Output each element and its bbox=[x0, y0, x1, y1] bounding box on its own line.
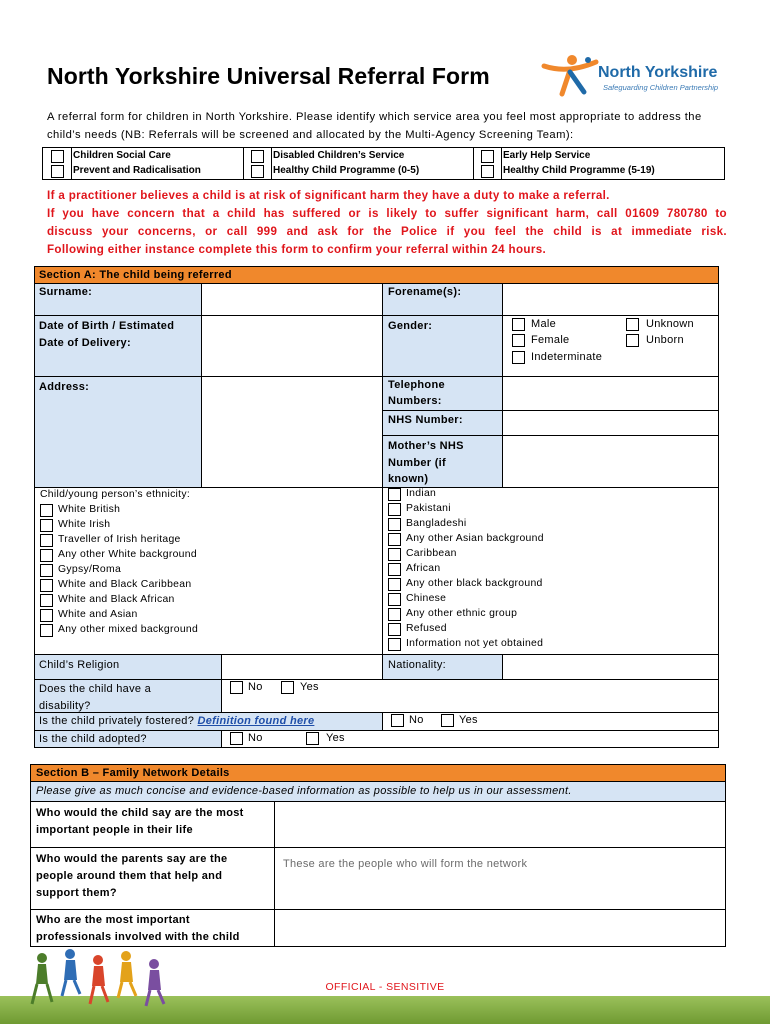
address-label: Address: bbox=[39, 381, 90, 393]
form-title: North Yorkshire Universal Referral Form bbox=[47, 63, 490, 89]
disability-no-label: No bbox=[248, 681, 263, 693]
warning-line-3: discuss your concerns, or call 999 and ask for the Police if you feel the child is at immediate risk. bbox=[47, 225, 727, 238]
gender-unknown-label: Unknown bbox=[646, 318, 694, 330]
nhs-label-cell bbox=[382, 410, 503, 436]
ethnicity-right-cell bbox=[382, 487, 719, 655]
service-label-hcp-5-19: Healthy Child Programme (5-19) bbox=[503, 165, 655, 176]
religion-label-cell bbox=[34, 654, 222, 680]
section-a-title: Section A: The child being referred bbox=[39, 269, 232, 281]
q2-placeholder: These are the people who will form the network bbox=[283, 858, 528, 870]
ethnicity-checkbox[interactable] bbox=[40, 549, 53, 562]
ethnicity-option: Refused bbox=[406, 623, 447, 634]
nhs-label: NHS Number: bbox=[388, 414, 463, 426]
ethnicity-checkbox[interactable] bbox=[40, 594, 53, 607]
dob-input[interactable] bbox=[201, 315, 383, 377]
official-sensitive-marking: OFFICIAL - SENSITIVE bbox=[325, 981, 445, 993]
ethnicity-checkbox[interactable] bbox=[388, 533, 401, 546]
section-b-header bbox=[30, 764, 726, 782]
fostered-yes-label: Yes bbox=[459, 714, 478, 726]
ethnicity-checkbox[interactable] bbox=[388, 503, 401, 516]
gender-label-cell bbox=[382, 315, 503, 377]
section-b-instructions: Please give as much concise and evidence-based information as possible to help us in our assessment. bbox=[36, 785, 572, 797]
ethnicity-option: White British bbox=[58, 504, 121, 515]
ethnicity-option: White and Black Caribbean bbox=[58, 579, 192, 590]
address-label-cell bbox=[34, 376, 202, 488]
q1-label: Who would the child say are the most important people in their life bbox=[36, 807, 244, 836]
ethnicity-option: Any other black background bbox=[406, 578, 543, 589]
ethnicity-label: Child/young person’s ethnicity: bbox=[40, 489, 191, 500]
mother-nhs-label-cell bbox=[382, 435, 503, 488]
service-checkbox-disabled-children[interactable] bbox=[251, 150, 264, 163]
ethnicity-checkbox[interactable] bbox=[40, 579, 53, 592]
gender-options-cell bbox=[502, 315, 719, 377]
gender-indeterminate-checkbox[interactable] bbox=[512, 351, 525, 364]
fostered-label-cell bbox=[34, 712, 383, 731]
mother-nhs-input[interactable] bbox=[502, 435, 719, 488]
fostered-options-cell bbox=[382, 712, 719, 731]
service-checkbox-hcp-0-5[interactable] bbox=[251, 165, 264, 178]
ethnicity-option: African bbox=[406, 563, 441, 574]
ethnicity-checkbox[interactable] bbox=[388, 623, 401, 636]
q3-input[interactable] bbox=[274, 909, 726, 947]
service-label-early-help: Early Help Service bbox=[503, 150, 591, 161]
ethnicity-option: Traveller of Irish heritage bbox=[58, 534, 181, 545]
service-label-hcp-0-5: Healthy Child Programme (0-5) bbox=[273, 165, 420, 176]
religion-input[interactable] bbox=[221, 654, 383, 680]
children-jumping-image bbox=[28, 944, 173, 1014]
surname-input[interactable] bbox=[201, 283, 383, 316]
q3-label: Who are the most important professionals involved with the child bbox=[36, 914, 240, 943]
adopted-label: Is the child adopted? bbox=[39, 733, 147, 745]
ethnicity-option: Any other White background bbox=[58, 549, 197, 560]
nationality-label: Nationality: bbox=[388, 659, 447, 671]
service-label-disabled-children: Disabled Children’s Service bbox=[273, 150, 405, 161]
dob-label-cell bbox=[34, 315, 202, 377]
q1-input[interactable] bbox=[274, 801, 726, 848]
fostered-definition-link[interactable]: Definition found here bbox=[197, 715, 315, 727]
ethnicity-option: White and Black African bbox=[58, 594, 175, 605]
ethnicity-option: Any other mixed background bbox=[58, 624, 199, 635]
gender-unknown-checkbox[interactable] bbox=[626, 318, 639, 331]
ethnicity-option: Bangladeshi bbox=[406, 518, 467, 529]
gender-label: Gender: bbox=[388, 320, 433, 332]
religion-label: Child’s Religion bbox=[39, 659, 120, 671]
forenames-input[interactable] bbox=[502, 283, 719, 316]
adopted-yes-checkbox[interactable] bbox=[306, 732, 319, 745]
adopted-options-cell bbox=[221, 730, 719, 748]
ethnicity-checkbox[interactable] bbox=[388, 608, 401, 621]
gender-indeterminate-label: Indeterminate bbox=[531, 351, 603, 363]
ethnicity-checkbox[interactable] bbox=[388, 548, 401, 561]
service-checkbox-children-social-care[interactable] bbox=[51, 150, 64, 163]
mother-nhs-label: Mother’s NHS Number (if known) bbox=[388, 440, 464, 485]
nationality-input[interactable] bbox=[502, 654, 719, 680]
warning-line-1: If a practitioner believes a child is at risk of significant harm they have a duty to make a referral. bbox=[47, 189, 610, 202]
service-checkbox-hcp-5-19[interactable] bbox=[481, 165, 494, 178]
disability-label: Does the child have a disability? bbox=[39, 683, 152, 712]
gender-male-checkbox[interactable] bbox=[512, 318, 525, 331]
nationality-label-cell bbox=[382, 654, 503, 680]
ethnicity-option: Chinese bbox=[406, 593, 447, 604]
logo-tagline: Safeguarding Children Partnership bbox=[603, 83, 719, 92]
gender-unborn-label: Unborn bbox=[646, 334, 684, 346]
warning-line-2: If you have concern that a child has suffered or is likely to suffer significant harm, call 01609 780780 to bbox=[47, 207, 727, 220]
disability-yes-checkbox[interactable] bbox=[281, 681, 294, 694]
ethnicity-checkbox[interactable] bbox=[40, 624, 53, 637]
disability-yes-label: Yes bbox=[300, 681, 319, 693]
fostered-no-label: No bbox=[409, 714, 424, 726]
q2-label: Who would the parents say are the people around them that help and support them? bbox=[36, 853, 228, 899]
adopted-label-cell bbox=[34, 730, 222, 748]
section-a-header bbox=[34, 266, 719, 284]
service-cell-3 bbox=[473, 148, 723, 179]
forenames-label-cell bbox=[382, 283, 503, 316]
disability-options-cell bbox=[221, 679, 719, 713]
ethnicity-option: Pakistani bbox=[406, 503, 451, 514]
ethnicity-checkbox[interactable] bbox=[40, 534, 53, 547]
ethnicity-option: Gypsy/Roma bbox=[58, 564, 122, 575]
telephone-input[interactable] bbox=[502, 376, 719, 411]
address-input[interactable] bbox=[201, 376, 383, 488]
ethnicity-checkbox[interactable] bbox=[40, 519, 53, 532]
surname-label-cell bbox=[34, 283, 202, 316]
adopted-no-checkbox[interactable] bbox=[230, 732, 243, 745]
service-label-prevent: Prevent and Radicalisation bbox=[73, 165, 201, 176]
ethnicity-checkbox[interactable] bbox=[40, 564, 53, 577]
q3-label-cell bbox=[30, 909, 275, 947]
dob-label: Date of Birth / Estimated Date of Delivery: bbox=[39, 320, 175, 349]
intro-text: A referral form for children in North Yorkshire. Please identify which service area you feel most appropriate to address the child’s needs (NB: Referrals will be screened and allocated by the Multi-Agency Screening Team): bbox=[47, 111, 702, 141]
q1-label-cell bbox=[30, 801, 275, 848]
section-b-subheader bbox=[30, 781, 726, 802]
ethnicity-checkbox[interactable] bbox=[388, 578, 401, 591]
q2-input[interactable] bbox=[274, 847, 726, 910]
gender-female-checkbox[interactable] bbox=[512, 334, 525, 347]
ethnicity-option: White and Asian bbox=[58, 609, 138, 620]
service-checkbox-early-help[interactable] bbox=[481, 150, 494, 163]
ethnicity-checkbox[interactable] bbox=[40, 504, 53, 517]
logo-figure-icon bbox=[540, 52, 600, 98]
ethnicity-checkbox[interactable] bbox=[388, 518, 401, 531]
telephone-label: Telephone Numbers: bbox=[388, 379, 445, 407]
logo-name: North Yorkshire bbox=[598, 64, 718, 81]
ethnicity-left-cell bbox=[34, 487, 383, 655]
disability-label-cell bbox=[34, 679, 222, 713]
fostered-yes-checkbox[interactable] bbox=[441, 714, 454, 727]
forenames-label: Forename(s): bbox=[388, 286, 462, 298]
fostered-label: Is the child privately fostered? Definition found here bbox=[39, 715, 315, 727]
service-area-table bbox=[42, 147, 725, 180]
gender-male-label: Male bbox=[531, 318, 557, 330]
section-b-title: Section B – Family Network Details bbox=[36, 767, 230, 779]
ethnicity-option: Caribbean bbox=[406, 548, 457, 559]
disability-no-checkbox[interactable] bbox=[230, 681, 243, 694]
ethnicity-option: Any other Asian background bbox=[406, 533, 544, 544]
north-yorkshire-logo bbox=[540, 52, 730, 100]
warning-line-4: Following either instance complete this form to confirm your referral within 24 hours. bbox=[47, 243, 547, 256]
ethnicity-option: Indian bbox=[406, 488, 437, 499]
service-checkbox-prevent[interactable] bbox=[51, 165, 64, 178]
ethnicity-checkbox[interactable] bbox=[388, 488, 401, 501]
ethnicity-checkbox[interactable] bbox=[40, 609, 53, 622]
telephone-label-cell bbox=[382, 376, 503, 411]
fostered-no-checkbox[interactable] bbox=[391, 714, 404, 727]
ethnicity-checkbox[interactable] bbox=[388, 593, 401, 606]
ethnicity-option: Any other ethnic group bbox=[406, 608, 518, 619]
service-cell-1 bbox=[43, 148, 273, 179]
ethnicity-option: Information not yet obtained bbox=[406, 638, 544, 649]
service-cell-2 bbox=[243, 148, 473, 179]
ethnicity-checkbox[interactable] bbox=[388, 563, 401, 576]
gender-female-label: Female bbox=[531, 334, 570, 346]
warning-text bbox=[47, 187, 727, 259]
ethnicity-option: White Irish bbox=[58, 519, 111, 530]
surname-label: Surname: bbox=[39, 286, 93, 298]
gender-unborn-checkbox[interactable] bbox=[626, 334, 639, 347]
nhs-input[interactable] bbox=[502, 410, 719, 436]
service-label-children-social-care: Children Social Care bbox=[73, 150, 171, 161]
adopted-no-label: No bbox=[248, 732, 263, 744]
adopted-yes-label: Yes bbox=[326, 732, 345, 744]
q2-label-cell bbox=[30, 847, 275, 910]
ethnicity-checkbox[interactable] bbox=[388, 638, 401, 651]
